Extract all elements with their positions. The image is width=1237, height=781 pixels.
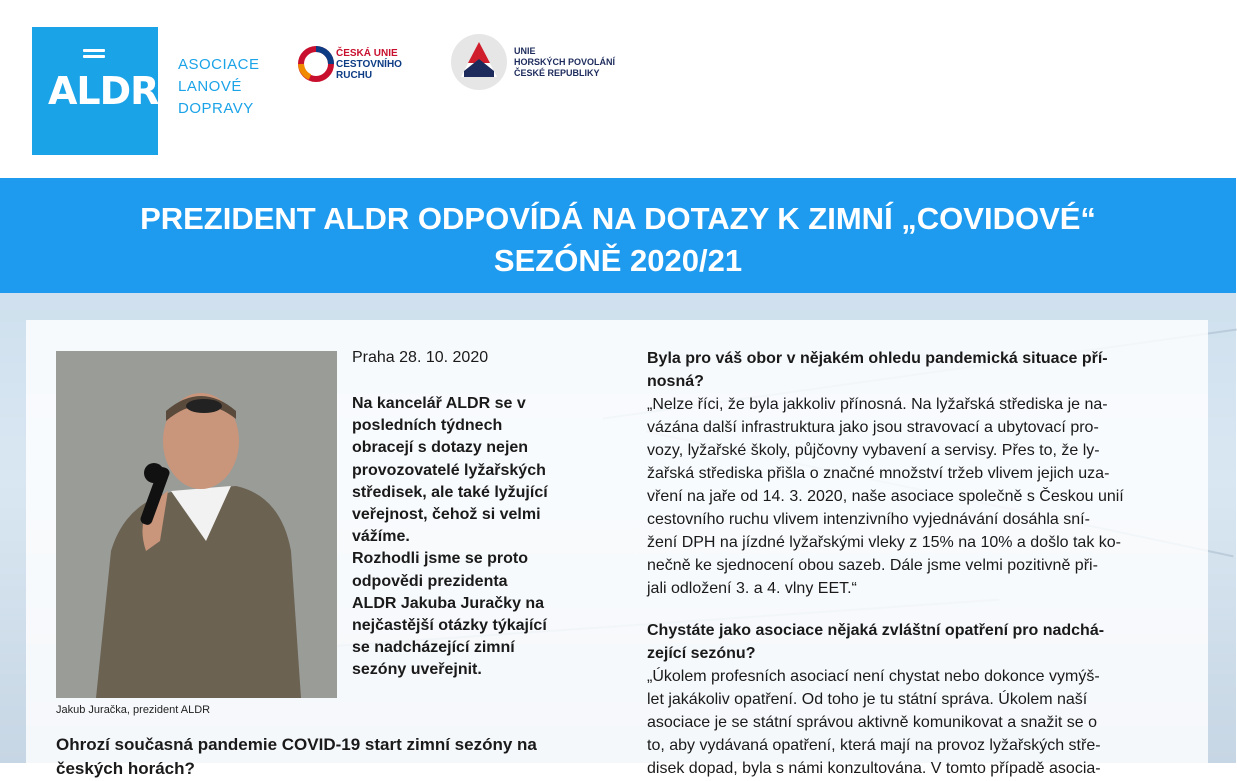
mountain-logo-icon — [450, 33, 508, 91]
answer-line: cestovního ruchu vlivem intenzivního vyjednávání dosáhla sní- — [647, 511, 1090, 528]
page-title-line: SEZÓNĚ 2020/21 — [493, 243, 743, 278]
lead-line: vážíme. — [352, 528, 410, 546]
article-lead — [352, 393, 602, 682]
lead-line: obracejí s dotazy nejen — [352, 439, 529, 457]
page-header — [0, 0, 1236, 178]
cable-car-icon — [83, 49, 105, 65]
lead-line: sezóny uveřejnit. — [352, 661, 482, 679]
title-banner — [0, 178, 1236, 293]
lead-line: se nadcházející zimní — [352, 639, 515, 657]
lead-line: posledních týdnech — [352, 417, 503, 435]
interview-column — [647, 347, 1187, 780]
cuc-name-line: RUCHU — [336, 70, 373, 81]
person-image — [56, 351, 337, 698]
answer-line: „Úkolem profesních asociací není chystat nebo dokonce vymýš- — [647, 668, 1100, 685]
question-line: Chystáte jako asociace nějaká zvláštní opatření pro nadchá- — [647, 622, 1105, 639]
question-line: Byla pro váš obor v nějakém ohledu pandemická situace pří- — [647, 350, 1108, 367]
lead-line: Na kancelář ALDR se v — [352, 395, 526, 412]
uhp-name-line: HORSKÝCH POVOLÁNÍ — [514, 57, 616, 67]
portrait-photo — [56, 351, 337, 698]
cuc-logo-text — [336, 48, 402, 81]
cuc-name-line: CESTOVNÍHO — [336, 59, 402, 70]
answer-line: „Nelze říci, že byla jakkoliv přínosná. Na lyžařská střediska je na- — [647, 396, 1108, 413]
lead-line: nejčastější otázky týkající — [352, 617, 547, 635]
answer-line: nečně ke sjednocení obou sazeb. Dále jsme velmi pozitivně při- — [647, 557, 1098, 574]
question-line: Ohrozí současná pandemie COVID-19 start zimní sezóny na — [56, 735, 537, 754]
answer-line: žařská střediska přišla o značné množství tržeb vlivem jejich uza- — [647, 465, 1110, 482]
question-covid-start — [56, 733, 616, 781]
cuc-logo-icon — [298, 46, 334, 82]
answer-line: jali odložení 3. a 4. vlny EET.“ — [647, 580, 857, 597]
page-title-line: PREZIDENT ALDR ODPOVÍDÁ NA DOTAZY K ZIMNÍ „COVIDOVÉ“ — [140, 201, 1096, 236]
aldr-logo-text: ALDR — [48, 69, 159, 113]
aldr-subtitle — [178, 54, 260, 120]
answer-line: to, aby vydávaná opatření, která mají na provoz lyžařských stře- — [647, 737, 1101, 754]
article-date: Praha 28. 10. 2020 — [352, 349, 489, 366]
lead-line: odpovědi prezidenta — [352, 572, 508, 590]
question-line: zející sezónu? — [647, 645, 756, 662]
aldr-subtitle-line: ASOCIACE — [178, 56, 260, 73]
question-line: českých horách? — [56, 759, 195, 778]
cuc-name-line: ČESKÁ UNIE — [336, 48, 398, 59]
page-title — [0, 198, 1236, 282]
answer-line: disek dopad, byla s námi konzultována. V tomto případě asocia- — [647, 760, 1101, 777]
lead-line: veřejnost, čehož si velmi — [352, 506, 541, 524]
question-line: nosná? — [647, 373, 704, 390]
uhp-name-line: ČESKÉ REPUBLIKY — [514, 68, 600, 78]
uhp-name-line: UNIE — [514, 46, 536, 56]
answer-line: let jakákoliv opatření. Od toho je tu státní správa. Úkolem naší — [647, 691, 1088, 708]
lead-line: středisek, ale také lyžující — [352, 483, 548, 501]
lead-line: provozovatelé lyžařských — [352, 461, 546, 479]
aldr-logo — [32, 27, 158, 155]
aldr-subtitle-line: LANOVÉ — [178, 78, 242, 95]
lead-line: Rozhodli jsme se proto — [352, 550, 529, 568]
lead-line: ALDR Jakuba Juračky na — [352, 594, 545, 612]
answer-line: vření na jaře od 14. 3. 2020, naše asociace společně s Českou unií — [647, 488, 1124, 505]
photo-caption: Jakub Juračka, prezident ALDR — [56, 704, 211, 716]
answer-line: vozy, lyžařské školy, půjčovny vybavení a servisy. Přes to, že ly- — [647, 442, 1100, 459]
uhp-logo-text — [514, 46, 615, 79]
answer-line: žení DPH na jízdné lyžařskými vleky z 15% na 10% a došlo tak ko- — [647, 534, 1121, 551]
aldr-subtitle-line: DOPRAVY — [178, 100, 254, 117]
answer-line: asociace je se státní správou aktivně komunikovat a snažit se o — [647, 714, 1098, 731]
answer-line: vázána další infrastruktura jako jsou stravovací a ubytovací pro- — [647, 419, 1099, 436]
